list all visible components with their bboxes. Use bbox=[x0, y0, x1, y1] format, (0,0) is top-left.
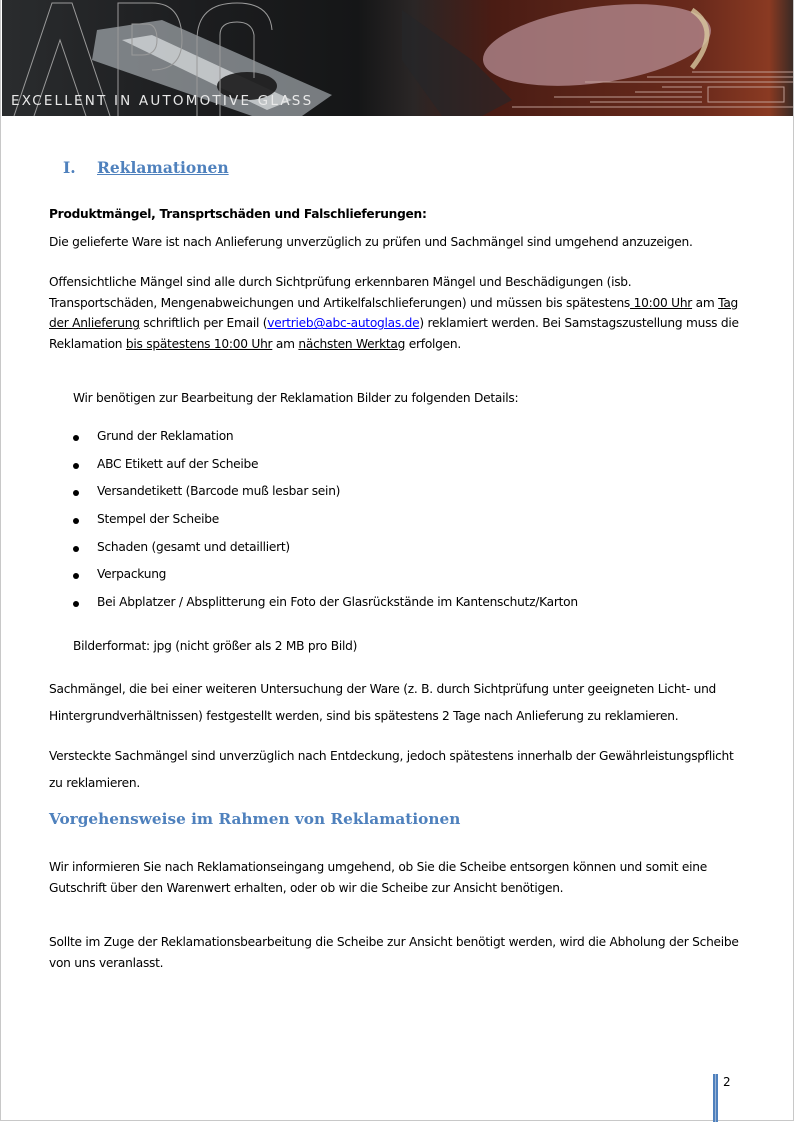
section-number: I. bbox=[63, 158, 76, 177]
text-span: ) reklamiert werden. Bei Samstagszustellung muss die bbox=[419, 316, 739, 331]
paragraph-line: Wir informieren Sie nach Reklamationseingang umgehend, ob Sie die Scheibe entsorgen können und somit eine bbox=[49, 860, 707, 874]
paragraph-line: zu reklamieren. bbox=[49, 776, 140, 790]
paragraph-intro: Die gelieferte Ware ist nach Anlieferung unverzüglich zu prüfen und Sachmängel sind umgehend anzuzeigen. bbox=[49, 235, 693, 249]
bullet-icon bbox=[73, 573, 79, 579]
paragraph-further-defects bbox=[49, 676, 716, 730]
section-heading-procedure: Vorgehensweise im Rahmen von Reklamationen bbox=[49, 810, 461, 828]
bullet-icon bbox=[73, 518, 79, 524]
paragraph-line: von uns veranlasst. bbox=[49, 955, 164, 970]
images-intro: Wir benötigen zur Bearbeitung der Reklamation Bilder zu folgenden Details: bbox=[73, 391, 519, 405]
paragraph-line bbox=[49, 313, 739, 334]
subheading-product-defects: Produktmängel, Transprtschäden und Falschlieferungen: bbox=[49, 207, 427, 221]
paragraph-line: Gutschrift über den Warenwert erhalten, oder ob wir die Scheibe zur Ansicht benötigen. bbox=[49, 880, 564, 895]
saturday-deadline: bis spätestens 10:00 Uhr bbox=[125, 337, 273, 352]
header-banner bbox=[2, 0, 793, 116]
deadline-time: 10:00 Uhr bbox=[630, 295, 693, 310]
bullet-icon bbox=[73, 435, 79, 441]
email-link[interactable]: vertrieb@abc-autoglas.de bbox=[267, 316, 420, 331]
section-heading-reklamationen bbox=[63, 158, 229, 177]
list-item-text: Stempel der Scheibe bbox=[97, 512, 220, 527]
text-span: schriftlich per Email ( bbox=[139, 316, 268, 331]
bullet-icon bbox=[73, 490, 79, 496]
page-number: 2 bbox=[723, 1075, 731, 1089]
text-span: erfolgen. bbox=[405, 337, 461, 352]
text-span: Reklamation bbox=[49, 337, 126, 352]
list-item-text: Versandetikett (Barcode muß lesbar sein) bbox=[97, 484, 341, 499]
paragraph-line bbox=[49, 293, 739, 314]
image-format-note: Bilderformat: jpg (nicht größer als 2 MB pro Bild) bbox=[73, 639, 358, 653]
text-span: am bbox=[692, 295, 719, 310]
bullet-icon bbox=[73, 601, 79, 607]
list-item-text: Grund der Reklamation bbox=[97, 429, 234, 443]
paragraph-line: Offensichtliche Mängel sind alle durch Sichtprüfung erkennbaren Mängel und Beschädigungen (isb. bbox=[49, 275, 632, 289]
paragraph-line: Hintergrundverhältnissen) festgestellt werden, sind bis spätestens 2 Tage nach Anlieferung zu reklamieren. bbox=[49, 709, 679, 723]
paragraph-obvious-defects bbox=[49, 272, 739, 355]
bullet-icon bbox=[73, 546, 79, 552]
footer-divider bbox=[713, 1074, 718, 1122]
delivery-day-part1: Tag bbox=[718, 295, 739, 310]
list-item-text: Verpackung bbox=[97, 567, 167, 582]
text-span: Transportschäden, Mengenabweichungen und Artikelfalschlieferungen) und müssen bis spätestens bbox=[49, 295, 631, 310]
paragraph-pickup bbox=[49, 932, 739, 973]
list-item-text: Bei Abplatzer / Absplitterung ein Foto der Glasrückstände im Kantenschutz/Karton bbox=[97, 595, 578, 610]
paragraph-line: Sollte im Zuge der Reklamationsbearbeitung die Scheibe zur Ansicht benötigt werden, wird die Abholung der Scheibe bbox=[49, 935, 739, 949]
paragraph-hidden-defects bbox=[49, 743, 734, 797]
paragraph-inform bbox=[49, 857, 707, 898]
company-tagline: EXCELLENT IN AUTOMOTIVE GLASS bbox=[11, 93, 314, 109]
next-workday: nächsten Werktag bbox=[298, 337, 406, 352]
paragraph-line: Versteckte Sachmängel sind unverzüglich nach Entdeckung, jedoch spätestens innerhalb der Gewährleistungspflicht bbox=[49, 749, 734, 763]
paragraph-line: Sachmängel, die bei einer weiteren Untersuchung der Ware (z. B. durch Sichtprüfung unter geeigneten Licht- und bbox=[49, 682, 717, 696]
paragraph-line bbox=[49, 334, 739, 355]
text-span: am bbox=[272, 337, 299, 352]
mirror-glass bbox=[478, 0, 716, 99]
list-item-text: Schaden (gesamt und detailliert) bbox=[97, 539, 290, 554]
section-title: Reklamationen bbox=[97, 158, 229, 177]
list-item-text: ABC Etikett auf der Scheibe bbox=[97, 456, 259, 471]
delivery-day-part2: der Anlieferung bbox=[49, 316, 140, 331]
bullet-icon bbox=[73, 463, 79, 469]
